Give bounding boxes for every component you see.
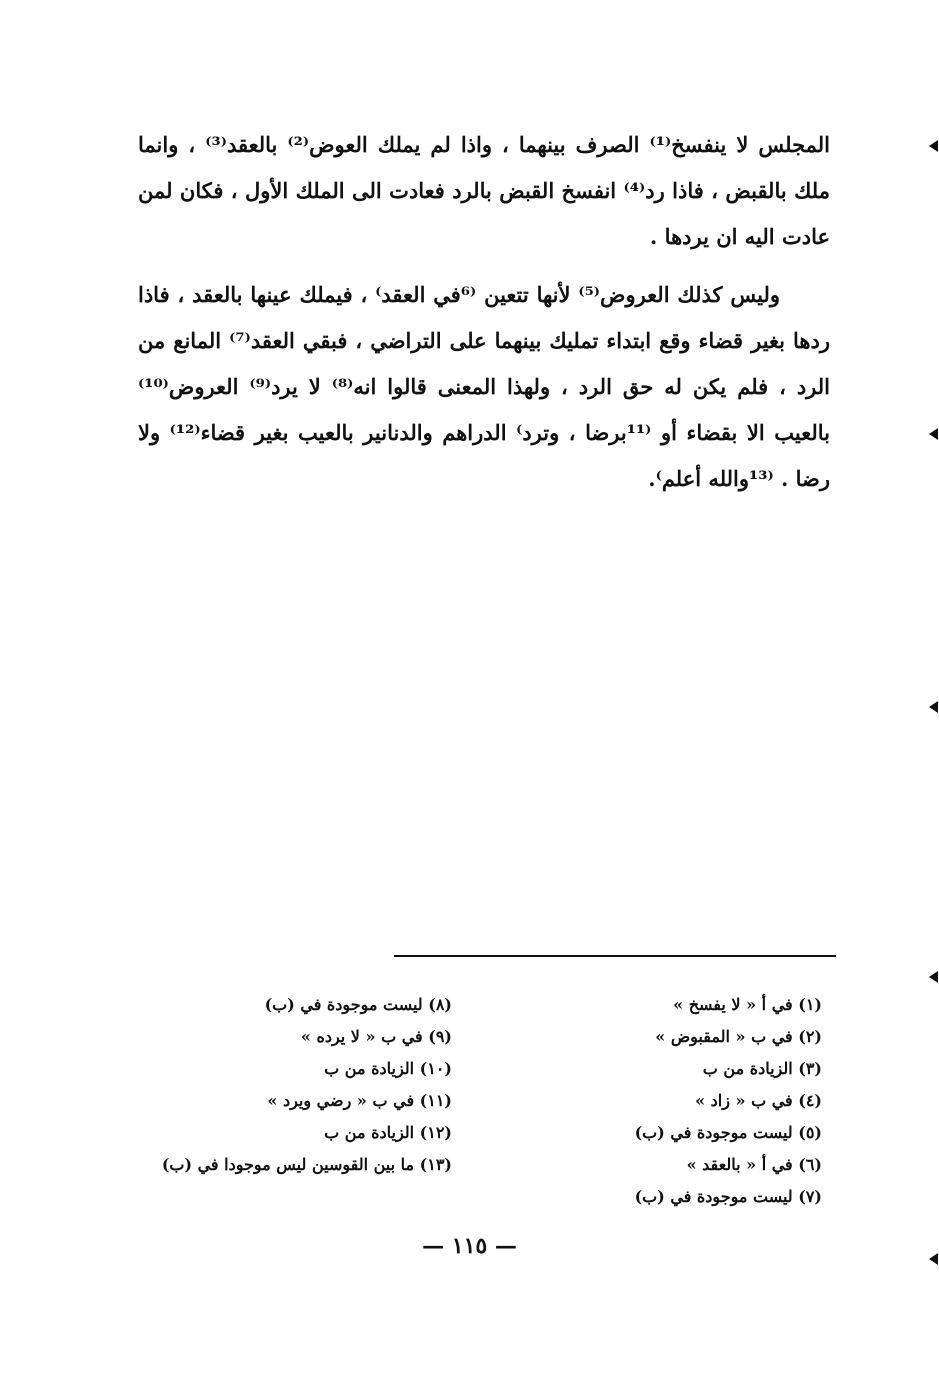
footnote-2: (٢) في ب « المقبوض » [655, 1027, 822, 1046]
footnotes-right-column [600, 989, 822, 1213]
footnote-1: (١) في أ « لا يفسخ » [673, 995, 822, 1014]
footnote-6: (٦) في أ « بالعقد » [686, 1155, 822, 1174]
footnote-10: (١٠) الزيادة من ب [324, 1059, 452, 1078]
footnote-12: (١٢) الزيادة من ب [324, 1123, 452, 1142]
scan-edge-mark [929, 701, 938, 713]
scan-edge-mark [929, 1253, 938, 1265]
main-text [138, 122, 830, 502]
paragraph-2: وليس كذلك العروض⁽⁵⁾ لأنها تتعين ⁽⁶في العقد⁾ ، فيملك عينها بالعقد ، فاذا ردها بغير قضاء وقع ابتداء تمليك بينهما على التراضي ، فبقي العقد⁽⁷⁾ المانع من الرد ، فلم يكن له حق الرد ، ولهذا المعنى قالوا انه⁽⁸⁾ لا يرد⁽⁹⁾ العروض⁽¹⁰⁾ بالعيب الا بقضاء أو ⁽¹¹برضا ، وترد⁾ الدراهم والدنانير بالعيب بغير قضاء⁽¹²⁾ ولا رضا . ⁽¹³والله أعلم⁾. [138, 282, 831, 491]
footnote-4: (٤) في ب « زاد » [695, 1091, 822, 1110]
footnotes-left-column [120, 989, 452, 1181]
scan-edge-mark [929, 140, 938, 152]
footnote-3: (٣) الزيادة من ب [702, 1059, 822, 1078]
footnote-7: (٧) ليست موجودة في (ب) [634, 1187, 822, 1206]
footnote-9: (٩) في ب « لا يرده » [300, 1027, 452, 1046]
footnote-13: (١٣) ما بين القوسين ليس موجودا في (ب) [161, 1155, 452, 1174]
footnote-11: (١١) في ب « رضي ويرد » [267, 1091, 452, 1110]
footnote-8: (٨) ليست موجودة في (ب) [264, 995, 452, 1014]
page-number: — ١١٥ — [422, 1233, 517, 1259]
scan-edge-mark [929, 971, 938, 983]
scan-edge-mark [929, 428, 938, 440]
footnote-5: (٥) ليست موجودة في (ب) [634, 1123, 822, 1142]
footnote-separator [394, 955, 836, 957]
paragraph-1: المجلس لا ينفسخ⁽¹⁾ الصرف بينهما ، واذا لم يملك العوض⁽²⁾ بالعقد⁽³⁾ ، وانما ملك بالقبض ، فاذا رد⁽⁴⁾ انفسخ القبض بالرد فعادت الى الملك الأول ، فكان لمن عادت اليه ان يردها . [138, 132, 831, 249]
